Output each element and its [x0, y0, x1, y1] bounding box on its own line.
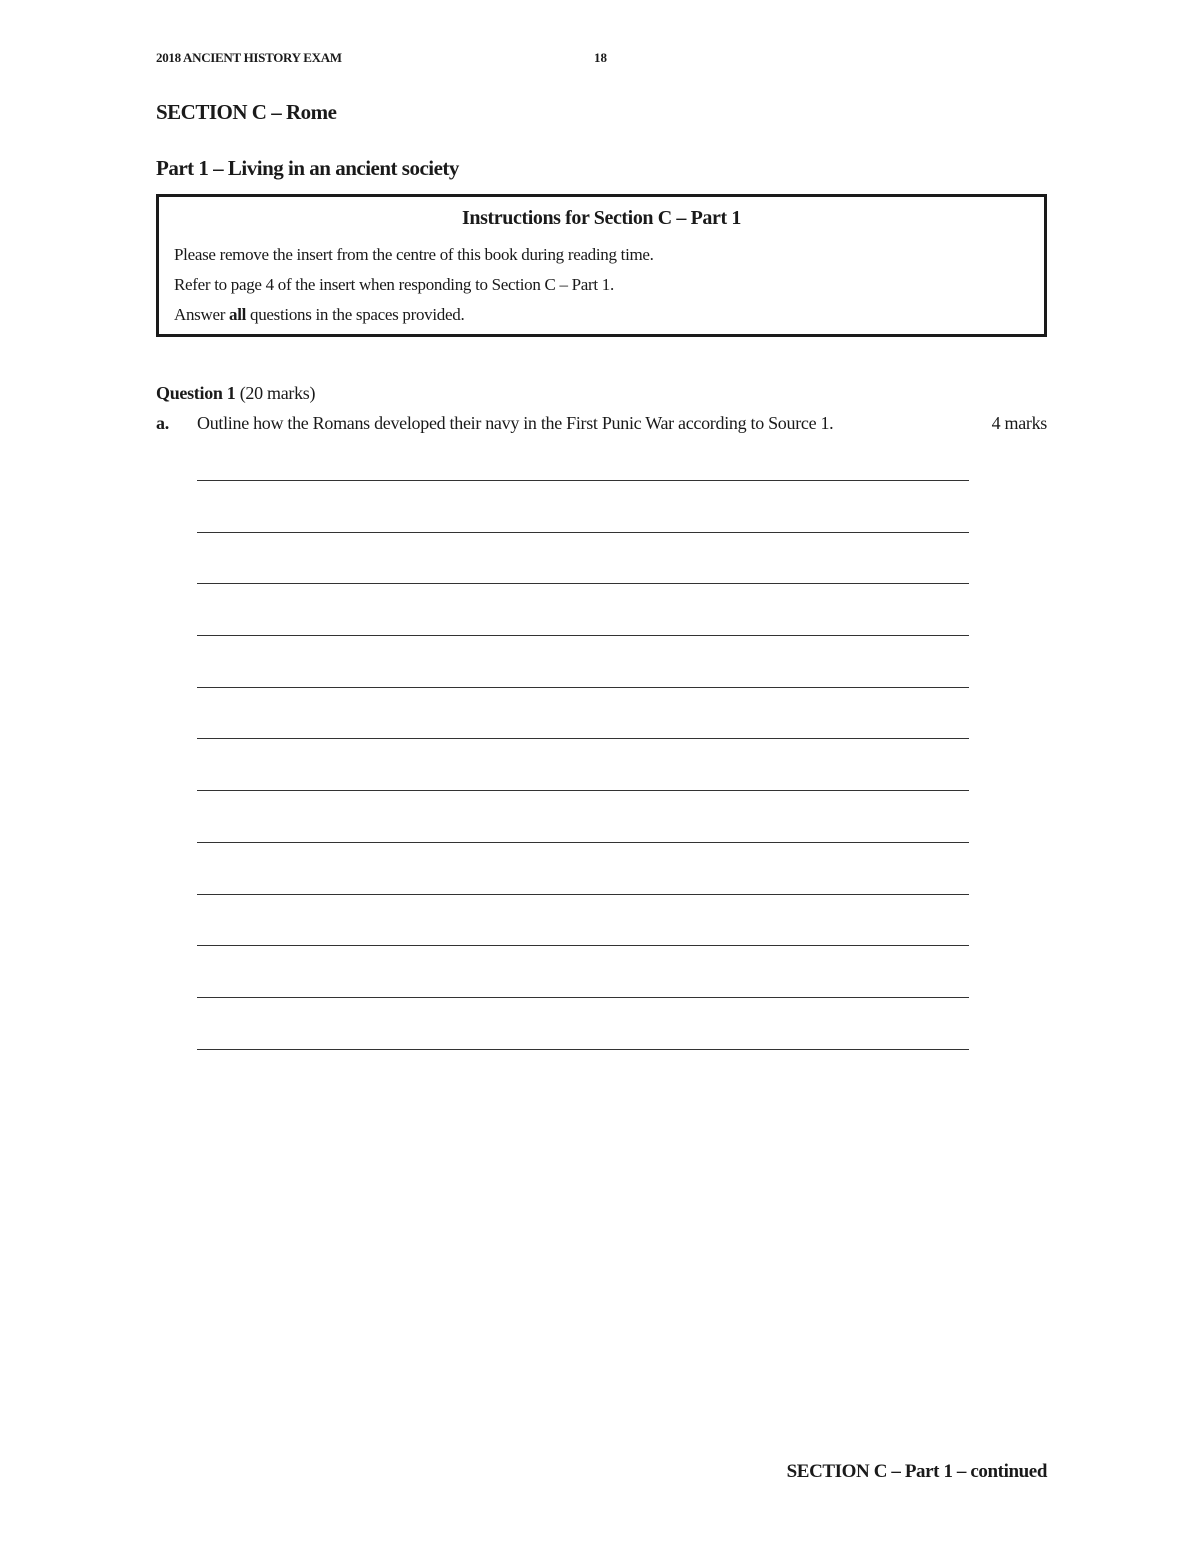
- question-part-text: Outline how the Romans developed their navy in the First Punic War according to Source 1.: [197, 413, 834, 433]
- answer-line[interactable]: [197, 480, 969, 532]
- answer-line[interactable]: [197, 583, 969, 635]
- instruction-line-2: Refer to page 4 of the insert when responding to Section C – Part 1.: [174, 275, 614, 294]
- question-total-marks: (20 marks): [239, 383, 316, 403]
- answer-line[interactable]: [197, 842, 969, 894]
- answer-line[interactable]: [197, 1049, 969, 1101]
- instruction-line-3-prefix: Answer: [174, 305, 230, 324]
- instructions-box: [156, 194, 1047, 337]
- continued-footer: SECTION C – Part 1 – continued: [786, 1461, 1047, 1482]
- answer-line[interactable]: [197, 532, 969, 584]
- part-title: Part 1 – Living in an ancient society: [156, 156, 459, 180]
- running-head: 2018 ANCIENT HISTORY EXAM: [156, 50, 342, 65]
- answer-line[interactable]: [197, 790, 969, 842]
- instructions-heading: Instructions for Section C – Part 1: [462, 207, 741, 229]
- question-part-letter: a.: [156, 413, 169, 433]
- answer-area[interactable]: [197, 480, 969, 1100]
- page-number: 18: [594, 50, 607, 65]
- question-number: Question 1: [156, 383, 236, 403]
- answer-line[interactable]: [197, 945, 969, 997]
- answer-line[interactable]: [197, 635, 969, 687]
- section-title: SECTION C – Rome: [156, 100, 337, 124]
- answer-line[interactable]: [197, 687, 969, 739]
- instruction-line-3: [174, 305, 464, 325]
- instruction-line-3-suffix: questions in the spaces provided.: [246, 305, 465, 324]
- question-heading: [156, 383, 315, 404]
- instruction-line-1: Please remove the insert from the centre of this book during reading time.: [174, 245, 654, 264]
- answer-line[interactable]: [197, 997, 969, 1049]
- instruction-line-3-emphasis: all: [229, 305, 247, 324]
- answer-line[interactable]: [197, 894, 969, 946]
- answer-line[interactable]: [197, 738, 969, 790]
- question-part-marks: 4 marks: [991, 413, 1047, 433]
